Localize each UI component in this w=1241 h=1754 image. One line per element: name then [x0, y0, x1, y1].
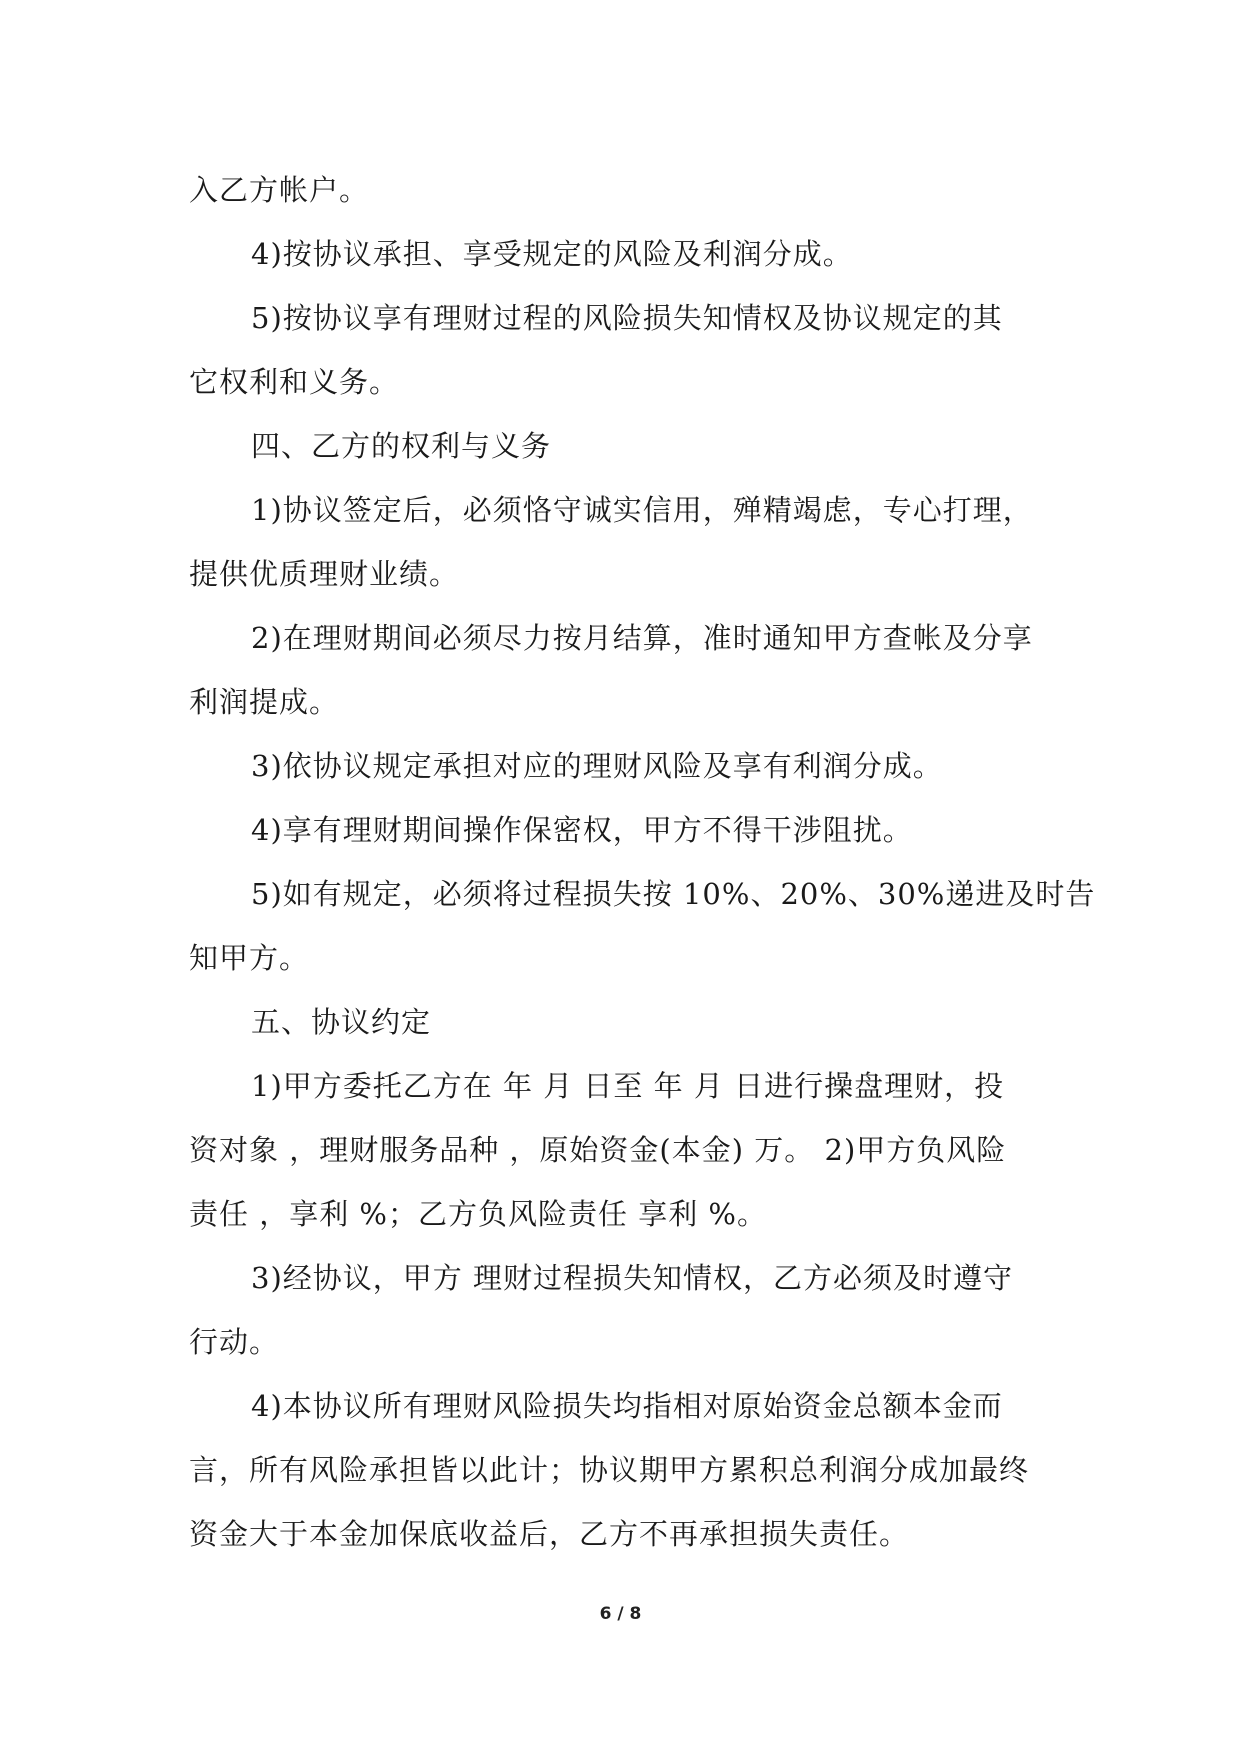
text-line: 言，所有风险承担皆以此计；协议期甲方累积总利润分成加最终	[189, 1453, 1030, 1487]
document-body	[189, 158, 1096, 1566]
text-line: 责任 ，享利 %；乙方负风险责任 享利 %。	[189, 1197, 767, 1231]
page-number: 6 / 8	[599, 1604, 642, 1624]
text-line: 5)按协议享有理财过程的风险损失知情权及协议规定的其	[251, 301, 1003, 335]
text-line: 5)如有规定，必须将过程损失按 10%、20%、30%递进及时告	[251, 877, 1096, 911]
text-line: 行动。	[189, 1325, 280, 1359]
text-line: 4)按协议承担、享受规定的风险及利润分成。	[251, 237, 853, 271]
text-line: 四、乙方的权利与义务	[251, 429, 552, 463]
text-line: 它权利和义务。	[189, 365, 400, 399]
text-line: 资对象 ，理财服务品种 ，原始资金(本金) 万。 2)甲方负风险	[189, 1133, 1007, 1167]
text-line: 1)协议签定后，必须恪守诚实信用，殚精竭虑，专心打理，	[251, 493, 1033, 527]
text-line: 1)甲方委托乙方在 年 月 日至 年 月 日进行操盘理财，投	[251, 1069, 1005, 1103]
text-line: 入乙方帐户。	[189, 173, 370, 207]
text-line: 4)本协议所有理财风险损失均指相对原始资金总额本金而	[251, 1389, 1003, 1423]
text-line: 3)经协议，甲方 理财过程损失知情权，乙方必须及时遵守	[251, 1261, 1013, 1295]
text-line: 3)依协议规定承担对应的理财风险及享有利润分成。	[251, 749, 943, 783]
text-line: 利润提成。	[189, 685, 340, 719]
text-line: 资金大于本金加保底收益后，乙方不再承担损失责任。	[189, 1517, 910, 1551]
text-line: 提供优质理财业绩。	[189, 557, 460, 591]
text-line: 2)在理财期间必须尽力按月结算，准时通知甲方查帐及分享	[251, 621, 1033, 655]
text-line: 4)享有理财期间操作保密权，甲方不得干涉阻扰。	[251, 813, 913, 847]
text-line: 五、协议约定	[251, 1005, 432, 1039]
text-line: 知甲方。	[189, 941, 310, 975]
